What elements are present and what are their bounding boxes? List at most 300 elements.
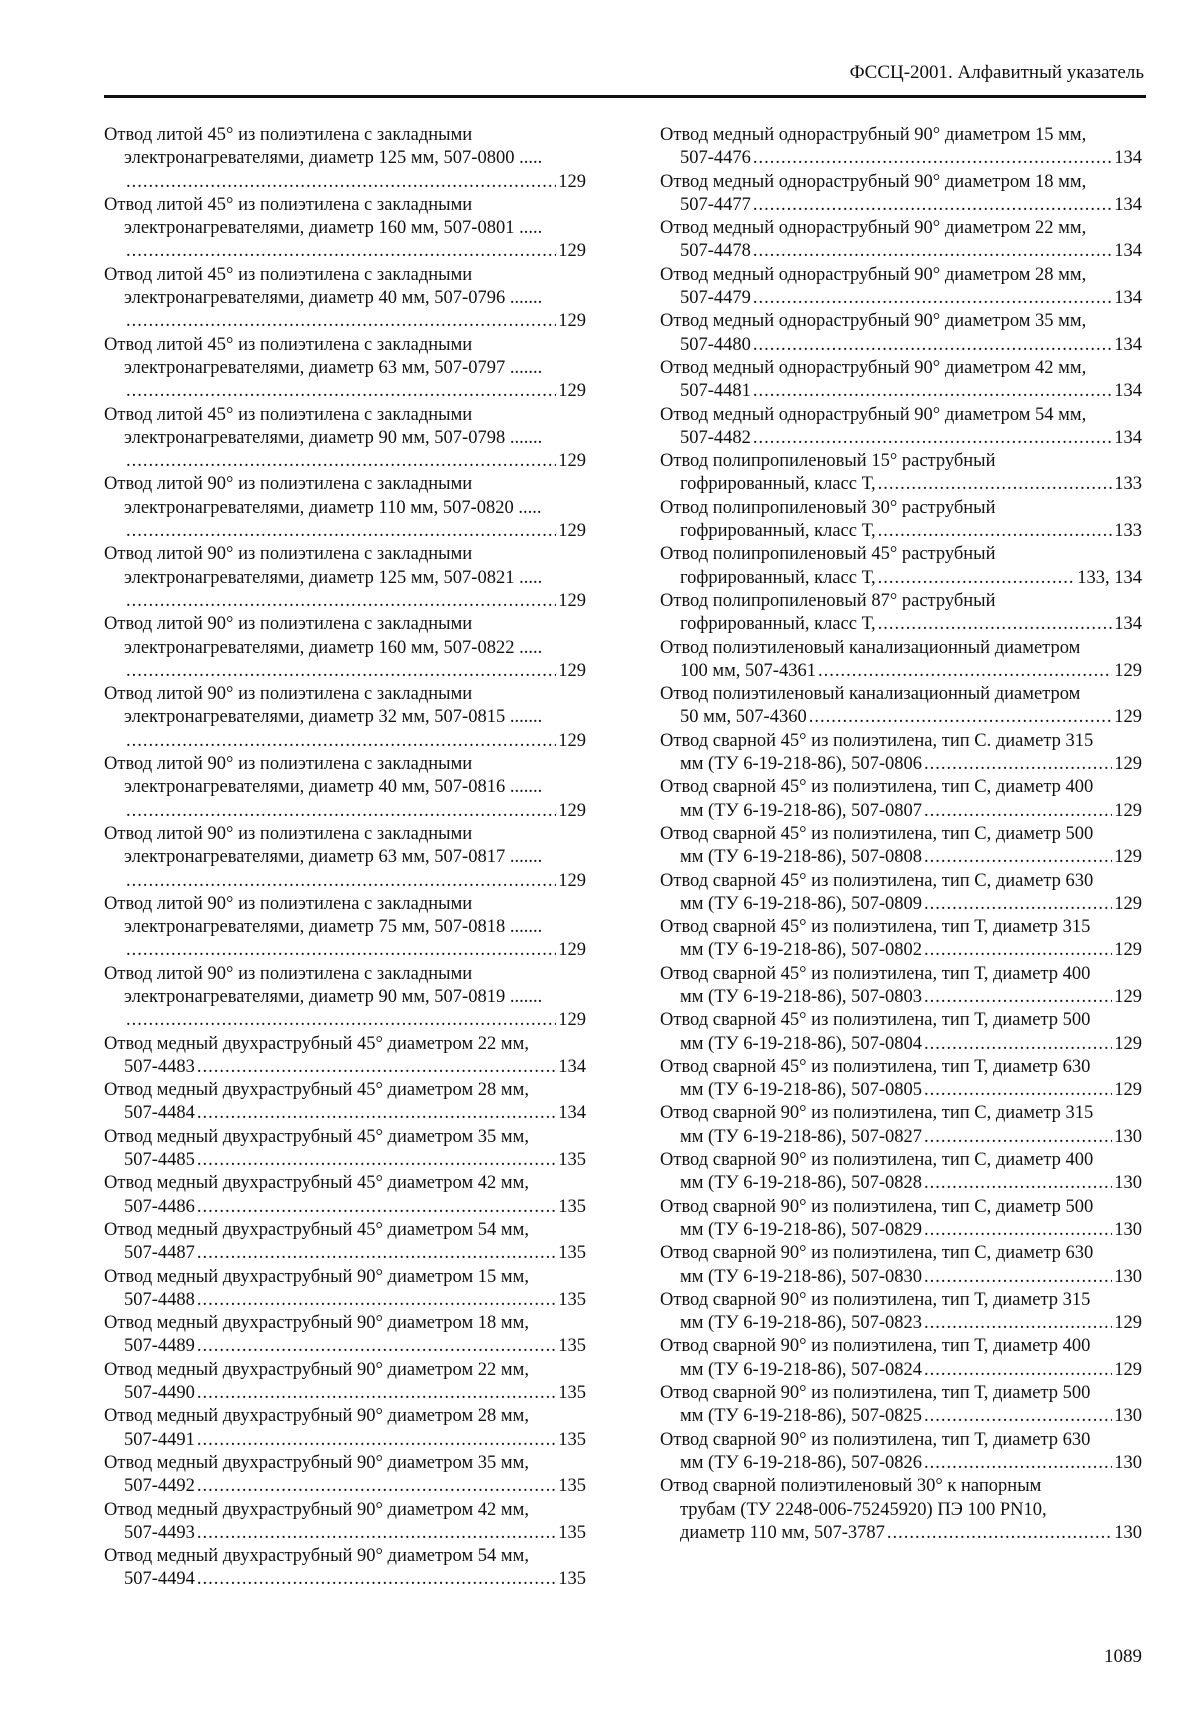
entry-reference-line [660,194,1142,217]
entry-heading: Отвод медный двухраструбный 90° диаметром 42 мм, [104,1499,529,1520]
entry-code: мм (ТУ 6-19-218-86), 507-0808 [680,847,923,868]
entry-code: мм (ТУ 6-19-218-86), 507-0828 [680,1173,923,1194]
index-entry [660,916,1142,963]
entry-reference-line [104,240,586,263]
index-entry [104,963,586,1033]
entry-reference-line [660,893,1142,916]
dot-leader [878,520,1113,543]
index-entry [104,473,586,543]
entry-page: 134 [1114,148,1142,169]
entry-heading: Отвод сварной 45° из полиэтилена, тип Т, диаметр 500 [660,1010,1091,1031]
index-entry [660,171,1142,218]
index-entry [660,1289,1142,1336]
entry-reference-line [660,1033,1142,1056]
entry-page: 134 [1114,381,1142,402]
entry-reference-line [104,1196,586,1219]
entry-code: гофрированный, класс Т, [680,614,876,635]
entry-code: мм (ТУ 6-19-218-86), 507-0803 [680,986,923,1007]
dot-leader [197,1568,556,1591]
dot-leader [126,870,556,893]
entry-heading: Отвод литой 45° из полиэтилена с закладными [104,264,473,285]
entry-reference-line [660,986,1142,1009]
entry-code: мм (ТУ 6-19-218-86), 507-0827 [680,1126,923,1147]
index-entry [104,893,586,963]
index-entry [660,1475,1142,1545]
entry-heading: Отвод полипропиленовый 30° раструбный [660,497,996,518]
entry-page: 134 [1114,194,1142,215]
entry-heading: Отвод литой 90° из полиэтилена с закладными [104,823,473,844]
entry-heading: Отвод сварной 45° из полиэтилена, тип Т, диаметр 400 [660,963,1091,984]
dot-leader [753,427,1112,450]
index-entry [104,124,586,194]
entry-reference-line [104,1102,586,1125]
index-column-left [104,124,586,1592]
entry-heading: Отвод литой 45° из полиэтилена с закладными [104,334,473,355]
entry-page: 135 [558,1289,586,1310]
entry-page: 129 [558,1010,586,1031]
entry-code: гофрированный, класс Т, [680,474,876,495]
entry-code: 507-4487 [124,1243,195,1264]
running-header: ФССЦ-2001. Алфавитный указатель [849,62,1144,83]
entry-code: 507-4486 [124,1196,195,1217]
index-entry [660,1056,1142,1103]
entry-page: 129 [1114,986,1142,1007]
dot-leader [878,567,1076,590]
dot-leader [924,1266,1112,1289]
entry-reference-line [660,473,1142,496]
index-entry [104,823,586,893]
entry-page: 133 [1114,521,1142,542]
entry-reference-line [660,706,1142,729]
entry-continuation: трубам (ТУ 2248-006-75245920) ПЭ 100 PN10, [680,1499,1047,1520]
entry-heading: Отвод медный однораструбный 90° диаметром 54 мм, [660,404,1087,425]
entry-reference-line [104,310,586,333]
entry-reference-line [660,1522,1142,1545]
entry-heading: Отвод медный двухраструбный 90° диаметром 18 мм, [104,1313,529,1334]
entry-heading: Отвод медный однораструбный 90° диаметром 15 мм, [660,125,1087,145]
entry-reference-line [104,1429,586,1452]
entry-heading: Отвод медный двухраструбный 90° диаметром 15 мм, [104,1266,529,1287]
entry-page: 129 [558,870,586,891]
entry-reference-line [660,1266,1142,1289]
entry-reference-line [104,380,586,403]
entry-reference-line [104,1289,586,1312]
entry-heading: Отвод медный однораструбный 90° диаметром 42 мм, [660,357,1087,378]
entry-code: гофрированный, класс Т, [680,521,876,542]
entry-page: 129 [558,940,586,961]
index-entry [660,124,1142,171]
index-entry [660,264,1142,311]
dot-leader [197,1429,556,1452]
entry-page: 130 [1114,1452,1142,1473]
entry-reference-line [104,1009,586,1032]
entry-code: мм (ТУ 6-19-218-86), 507-0829 [680,1219,923,1240]
entry-heading: Отвод медный однораструбный 90° диаметром 28 мм, [660,264,1087,285]
entry-heading: Отвод медный однораструбный 90° диаметром 18 мм, [660,171,1087,192]
dot-leader [924,893,1112,916]
entry-page: 133, 134 [1077,567,1142,588]
entry-reference-line [660,334,1142,357]
dot-leader [126,450,556,473]
entry-code: 507-4485 [124,1150,195,1171]
entry-reference-line [660,846,1142,869]
entry-code: гофрированный, класс Т, [680,567,876,588]
entry-page: 130 [1114,1126,1142,1147]
entry-code: мм (ТУ 6-19-218-86), 507-0806 [680,754,923,775]
entry-page: 129 [1114,1033,1142,1054]
dot-leader [126,939,556,962]
entry-page: 129 [558,730,586,751]
index-entry [104,1452,586,1499]
index-column-right [660,124,1142,1545]
entry-page: 135 [558,1150,586,1171]
dot-leader [924,1219,1112,1242]
entry-reference-line [660,800,1142,823]
entry-reference-line [660,427,1142,450]
entry-reference-line [104,660,586,683]
entry-code: 507-4484 [124,1103,195,1124]
entry-heading: Отвод медный двухраструбный 45° диаметром 28 мм, [104,1080,529,1101]
entry-heading: Отвод медный двухраструбный 45° диаметром 42 мм, [104,1173,529,1194]
entry-reference-line [660,1312,1142,1335]
dot-leader [197,1196,556,1219]
entry-continuation: электронагревателями, диаметр 40 мм, 507-0796 ....... [124,288,543,309]
entry-heading: Отвод медный двухраструбный 90° диаметром 22 мм, [104,1359,529,1380]
entry-page: 130 [1114,1266,1142,1287]
dot-leader [924,1452,1112,1475]
index-entry [104,1359,586,1406]
entry-heading: Отвод сварной 90° из полиэтилена, тип С, диаметр 500 [660,1196,1094,1217]
index-entry [660,357,1142,404]
entry-page: 134 [1114,427,1142,448]
dot-leader [126,520,556,543]
index-entry [660,637,1142,684]
dot-leader [924,800,1112,823]
entry-reference-line [660,1172,1142,1195]
entry-reference-line [104,450,586,473]
dot-leader [126,1009,556,1032]
entry-heading: Отвод сварной 45° из полиэтилена, тип С, диаметр 630 [660,870,1094,891]
index-entry [660,1429,1142,1476]
entry-reference-line [660,613,1142,636]
entry-reference-line [104,1056,586,1079]
dot-leader [126,590,556,613]
entry-continuation: электронагревателями, диаметр 63 мм, 507-0797 ....... [124,357,543,378]
entry-code: мм (ТУ 6-19-218-86), 507-0830 [680,1266,923,1287]
entry-heading: Отвод сварной 45° из полиэтилена, тип С. диаметр 315 [660,730,1094,751]
entry-reference-line [660,1219,1142,1242]
dot-leader [924,1172,1112,1195]
entry-page: 129 [558,800,586,821]
entry-code: мм (ТУ 6-19-218-86), 507-0809 [680,893,923,914]
entry-reference-line [660,567,1142,590]
entry-code: мм (ТУ 6-19-218-86), 507-0823 [680,1313,923,1334]
entry-code: 507-4478 [680,241,751,262]
entry-code: мм (ТУ 6-19-218-86), 507-0824 [680,1359,923,1380]
entry-page: 135 [558,1429,586,1450]
entry-heading: Отвод литой 45° из полиэтилена с закладными [104,125,473,145]
entry-page: 129 [1114,940,1142,961]
dot-leader [197,1149,556,1172]
entry-code: 507-4491 [124,1429,195,1450]
dot-leader [197,1475,556,1498]
dot-leader [126,730,556,753]
index-entry [104,264,586,334]
dot-leader [126,240,556,263]
entry-code: 507-4492 [124,1476,195,1497]
entry-continuation: электронагревателями, диаметр 90 мм, 507-0819 ....... [124,986,543,1007]
index-entry [660,1335,1142,1382]
entry-page: 129 [558,521,586,542]
index-entry [660,450,1142,497]
entry-page: 130 [1114,1406,1142,1427]
dot-leader [878,613,1113,636]
entry-reference-line [660,1452,1142,1475]
entry-page: 130 [1114,1173,1142,1194]
index-entry [104,683,586,753]
dot-leader [924,1359,1112,1382]
entry-reference-line [104,1335,586,1358]
entry-code: мм (ТУ 6-19-218-86), 507-0807 [680,800,923,821]
dot-leader [197,1382,556,1405]
entry-page: 134 [1114,614,1142,635]
dot-leader [197,1056,556,1079]
entry-continuation: электронагревателями, диаметр 125 мм, 507-0800 ..... [124,148,543,169]
index-entry [104,194,586,264]
entry-reference-line [104,939,586,962]
entry-heading: Отвод медный двухраструбный 45° диаметром 22 мм, [104,1033,529,1054]
dot-leader [924,753,1112,776]
entry-page: 129 [1114,754,1142,775]
dot-leader [924,846,1112,869]
index-entry [104,1499,586,1546]
entry-reference-line [104,730,586,753]
entry-heading: Отвод сварной полиэтиленовый 30° к напорным [660,1476,1042,1497]
entry-heading: Отвод медный двухраструбный 90° диаметром 28 мм, [104,1406,529,1427]
entry-heading: Отвод полиэтиленовый канализационный диаметром [660,637,1081,658]
entry-page: 135 [558,1196,586,1217]
entry-continuation: электронагревателями, диаметр 160 мм, 507-0801 ..... [124,218,543,239]
entry-code: 507-4494 [124,1569,195,1590]
entry-code: 507-4489 [124,1336,195,1357]
page-number: 1089 [1104,1646,1142,1667]
entry-reference-line [104,520,586,543]
index-entry [104,1126,586,1173]
index-entry [660,1009,1142,1056]
entry-continuation: электронагревателями, диаметр 32 мм, 507-0815 ....... [124,707,543,728]
entry-reference-line [660,380,1142,403]
dot-leader [197,1335,556,1358]
entry-code: 507-4488 [124,1289,195,1310]
entry-code: 50 мм, 507-4360 [680,707,807,728]
index-entry [660,497,1142,544]
dot-leader [818,660,1112,683]
dot-leader [197,1102,556,1125]
index-entry [660,730,1142,777]
entry-page: 135 [558,1522,586,1543]
entry-continuation: электронагревателями, диаметр 110 мм, 507-0820 ..... [124,497,542,518]
entry-heading: Отвод литой 45° из полиэтилена с закладными [104,194,473,215]
index-entry [104,1172,586,1219]
entry-code: 100 мм, 507-4361 [680,660,816,681]
entry-reference-line [104,1568,586,1591]
entry-reference-line [104,171,586,194]
index-entry [660,683,1142,730]
index-entry [104,404,586,474]
dot-leader [753,287,1112,310]
entry-page: 135 [558,1243,586,1264]
entry-page: 135 [558,1569,586,1590]
entry-heading: Отвод медный двухраструбный 45° диаметром 54 мм, [104,1219,529,1240]
entry-reference-line [660,753,1142,776]
entry-page: 130 [1114,1522,1142,1543]
entry-reference-line [660,1359,1142,1382]
entry-heading: Отвод сварной 45° из полиэтилена, тип Т, диаметр 315 [660,917,1091,938]
entry-page: 135 [558,1476,586,1497]
entry-heading: Отвод сварной 90° из полиэтилена, тип Т, диаметр 630 [660,1429,1091,1450]
entry-page: 129 [1114,707,1142,728]
index-entry [104,1219,586,1266]
entry-continuation: электронагревателями, диаметр 125 мм, 507-0821 ..... [124,567,543,588]
entry-heading: Отвод литой 90° из полиэтилена с закладными [104,963,473,984]
entry-heading: Отвод медный двухраструбный 90° диаметром 54 мм, [104,1546,529,1567]
entry-heading: Отвод сварной 45° из полиэтилена, тип С, диаметр 400 [660,777,1094,798]
entry-heading: Отвод сварной 90° из полиэтилена, тип Т, диаметр 400 [660,1336,1091,1357]
entry-heading: Отвод литой 90° из полиэтилена с закладными [104,544,473,565]
entry-heading: Отвод сварной 90° из полиэтилена, тип С, диаметр 315 [660,1103,1094,1124]
index-entry [660,1382,1142,1429]
entry-reference-line [660,939,1142,962]
entry-code: мм (ТУ 6-19-218-86), 507-0805 [680,1080,923,1101]
dot-leader [878,473,1113,496]
entry-page: 129 [558,451,586,472]
entry-code: 507-4482 [680,427,751,448]
index-entry [660,590,1142,637]
entry-page: 129 [1114,660,1142,681]
entry-page: 129 [558,381,586,402]
entry-code: мм (ТУ 6-19-218-86), 507-0804 [680,1033,923,1054]
entry-reference-line [660,1126,1142,1149]
entry-page: 134 [558,1103,586,1124]
index-entry [104,613,586,683]
entry-page: 129 [558,311,586,332]
entry-reference-line [104,590,586,613]
entry-page: 135 [558,1336,586,1357]
entry-heading: Отвод медный двухраструбный 45° диаметром 35 мм, [104,1126,529,1147]
entry-page: 134 [558,1056,586,1077]
dot-leader [924,1033,1112,1056]
index-entry [660,217,1142,264]
dot-leader [197,1522,556,1545]
entry-code: 507-4490 [124,1383,195,1404]
index-entry [104,1312,586,1359]
index-entry [660,1242,1142,1289]
index-entry [660,1149,1142,1196]
entry-reference-line [660,1405,1142,1428]
entry-continuation: электронагревателями, диаметр 40 мм, 507-0816 ....... [124,777,543,798]
entry-page: 129 [1114,847,1142,868]
entry-page: 129 [1114,893,1142,914]
index-entry [104,1079,586,1126]
header-rule [104,95,1146,98]
entry-page: 129 [1114,1359,1142,1380]
entry-code: 507-4476 [680,148,751,169]
index-entry [660,963,1142,1010]
entry-continuation: электронагревателями, диаметр 75 мм, 507-0818 ....... [124,917,543,938]
dot-leader [753,380,1112,403]
index-entry [660,543,1142,590]
entry-heading: Отвод медный однораструбный 90° диаметром 22 мм, [660,218,1087,239]
index-entry [660,1196,1142,1243]
entry-page: 130 [1114,1219,1142,1240]
entry-page: 129 [558,241,586,262]
entry-reference-line [660,287,1142,310]
entry-code: 507-4483 [124,1056,195,1077]
dot-leader [809,706,1113,729]
entry-reference-line [660,240,1142,263]
index-entry [660,776,1142,823]
entry-heading: Отвод полипропиленовый 15° раструбный [660,451,996,472]
entry-heading: Отвод медный двухраструбный 90° диаметром 35 мм, [104,1452,529,1473]
dot-leader [887,1522,1112,1545]
entry-page: 134 [1114,334,1142,355]
index-entry [660,310,1142,357]
entry-reference-line [660,147,1142,170]
entry-heading: Отвод полипропиленовый 87° раструбный [660,590,996,611]
entry-code: диаметр 110 мм, 507-3787 [680,1522,885,1543]
index-entry [660,1102,1142,1149]
entry-heading: Отвод сварной 45° из полиэтилена, тип С, диаметр 500 [660,823,1094,844]
entry-page: 129 [558,590,586,611]
dot-leader [753,147,1112,170]
entry-page: 129 [1114,800,1142,821]
entry-page: 134 [1114,288,1142,309]
entry-heading: Отвод литой 45° из полиэтилена с закладными [104,404,473,425]
entry-page: 134 [1114,241,1142,262]
entry-continuation: электронагревателями, диаметр 63 мм, 507-0817 ....... [124,847,543,868]
entry-heading: Отвод сварной 90° из полиэтилена, тип С, диаметр 400 [660,1150,1094,1171]
dot-leader [126,800,556,823]
entry-code: мм (ТУ 6-19-218-86), 507-0825 [680,1406,923,1427]
entry-heading: Отвод литой 90° из полиэтилена с закладными [104,684,473,705]
dot-leader [924,1079,1112,1102]
entry-heading: Отвод литой 90° из полиэтилена с закладными [104,893,473,914]
entry-code: 507-4480 [680,334,751,355]
entry-reference-line [104,1522,586,1545]
entry-reference-line [660,520,1142,543]
entry-page: 129 [558,171,586,192]
index-entry [660,404,1142,451]
entry-reference-line [660,660,1142,683]
index-entry [104,1545,586,1592]
entry-heading: Отвод сварной 90° из полиэтилена, тип Т, диаметр 500 [660,1383,1091,1404]
dot-leader [924,939,1112,962]
dot-leader [753,240,1112,263]
dot-leader [753,334,1112,357]
entry-heading: Отвод полиэтиленовый канализационный диаметром [660,684,1081,705]
entry-reference-line [104,870,586,893]
dot-leader [924,1312,1112,1335]
index-entry [104,1405,586,1452]
entry-page: 135 [558,1383,586,1404]
index-entry [104,334,586,404]
entry-reference-line [104,1382,586,1405]
index-entry [104,1266,586,1313]
entry-code: 507-4493 [124,1522,195,1543]
entry-heading: Отвод медный однораструбный 90° диаметром 35 мм, [660,311,1087,332]
dot-leader [126,660,556,683]
entry-heading: Отвод сварной 90° из полиэтилена, тип С, диаметр 630 [660,1243,1094,1264]
